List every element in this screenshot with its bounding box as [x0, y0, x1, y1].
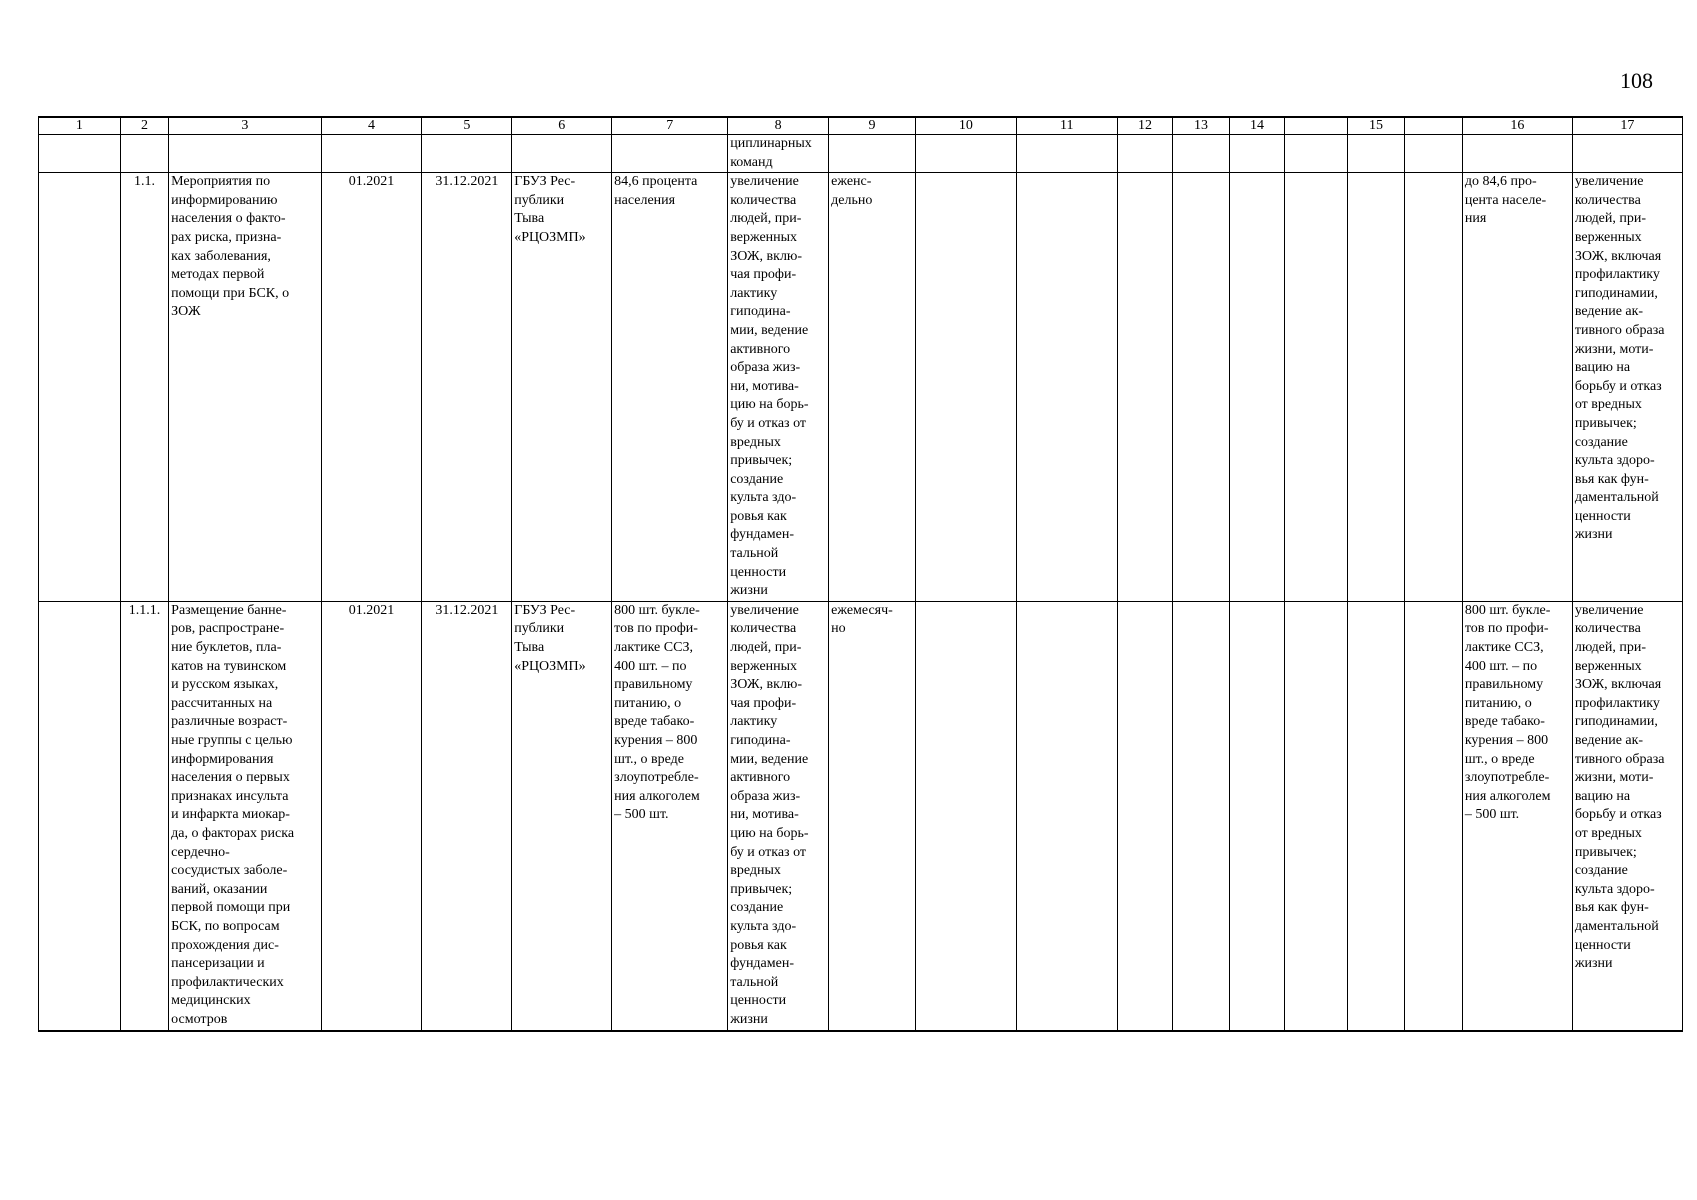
table-cell — [1285, 135, 1348, 173]
header-cell: 2 — [120, 117, 168, 135]
header-cell: 9 — [829, 117, 916, 135]
table-cell — [1016, 173, 1117, 602]
table-cell — [1016, 135, 1117, 173]
header-cell: 14 — [1229, 117, 1285, 135]
header-cell: 12 — [1117, 117, 1173, 135]
table-cell — [1016, 601, 1117, 1030]
header-cell: 6 — [512, 117, 612, 135]
table-cell — [1405, 173, 1463, 602]
item-number-cell — [39, 173, 121, 602]
table-cell — [321, 135, 422, 173]
header-cell: 7 — [612, 117, 728, 135]
start-date-cell: 01.2021 — [321, 601, 422, 1030]
effect-cell: увеличение количества людей, при- верженных ЗОЖ, вклю- чая профи- лактику гиподина- мии, ведение активного образа жиз- ни, мотива- цию на борь- бу и отказ от вредных привычек; создание культа здо- ровья как фундамен- тальной ценности жизни — [728, 601, 829, 1030]
table-row — [39, 173, 1683, 602]
item-number-cell: 1.1.1. — [120, 601, 168, 1030]
periodicity-cell: еженс- дельно — [829, 173, 916, 602]
target-cell: 800 шт. букле- тов по профи- лактике ССЗ, 400 шт. – по правильному питанию, о вреде табако- курения – 800 шт., о вреде злоупотребле- ния алкоголем – 500 шт. — [1462, 601, 1572, 1030]
header-cell: 1 — [39, 117, 121, 135]
plan-table — [38, 116, 1683, 1032]
header-cell — [1405, 117, 1463, 135]
table-cell — [1173, 135, 1230, 173]
table-cell — [1117, 173, 1173, 602]
continuation-row — [39, 135, 1683, 173]
activity-name-cell: Размещение банне- ров, распростране- ние буклетов, пла- катов на тувинском и русском языках, рассчитанных на различные возраст- ные группы с целью информирования населения о первых признаках инсульта и инфаркта миокар- да, о факторах риска сердечно- сосудистых заболе- ваний, оказании первой помощи при БСК, по вопросам прохождения дис- пансеризации и профилактических медицинских осмотров — [169, 601, 321, 1030]
table-cell — [1229, 135, 1285, 173]
table-cell — [612, 135, 728, 173]
effect-cell: увеличение количества людей, при- верженных ЗОЖ, вклю- чая профи- лактику гиподина- мии, ведение активного образа жиз- ни, мотива- цию на борь- бу и отказ от вредных привычек; создание культа здо- ровья как фундамен- тальной ценности жизни — [728, 173, 829, 602]
header-cell: 3 — [169, 117, 321, 135]
end-date-cell: 31.12.2021 — [422, 173, 512, 602]
activity-name-cell: Мероприятия по информированию населения о факто- рах риска, призна- ках заболевания, методах первой помощи при БСК, о ЗОЖ — [169, 173, 321, 602]
table-cell — [915, 135, 1016, 173]
start-date-cell: 01.2021 — [321, 173, 422, 602]
table-cell — [1285, 601, 1348, 1030]
periodicity-cell: ежемесяч- но — [829, 601, 916, 1030]
result-cell: увеличение количества людей, при- верженных ЗОЖ, включая профилактику гиподинамии, ведение ак- тивного образа жизни, моти- вацию на борьбу и отказ от вредных привычек; создание культа здоро- вья как фун- даментальной ценности жизни — [1572, 601, 1682, 1030]
end-date-cell: 31.12.2021 — [422, 601, 512, 1030]
table-cell — [1173, 173, 1230, 602]
header-cell — [1285, 117, 1348, 135]
table-cell — [1462, 135, 1572, 173]
result-cell: увеличение количества людей, при- верженных ЗОЖ, включая профилактику гиподинамии, ведение ак- тивного образа жизни, моти- вацию на борьбу и отказ от вредных привычек; создание культа здоро- вья как фун- даментальной ценности жизни — [1572, 173, 1682, 602]
header-cell: 10 — [915, 117, 1016, 135]
table-cell — [1117, 601, 1173, 1030]
table-cell — [1229, 173, 1285, 602]
header-cell: 13 — [1173, 117, 1230, 135]
responsible-cell: ГБУЗ Рес- публики Тыва «РЦОЗМП» — [512, 601, 612, 1030]
table-cell — [829, 135, 916, 173]
table-cell — [1572, 135, 1682, 173]
responsible-cell: ГБУЗ Рес- публики Тыва «РЦОЗМП» — [512, 173, 612, 602]
indicator-cell: 84,6 процента населения — [612, 173, 728, 602]
table-cell — [1347, 135, 1405, 173]
table-cell — [915, 601, 1016, 1030]
header-cell: 17 — [1572, 117, 1682, 135]
table-cell — [39, 135, 121, 173]
table-cell — [1405, 601, 1463, 1030]
table-cell — [1347, 173, 1405, 602]
header-cell: 8 — [728, 117, 829, 135]
item-number-cell: 1.1. — [120, 173, 168, 602]
table-cell — [1117, 135, 1173, 173]
table-cell — [39, 601, 121, 1030]
page-number: 108 — [1620, 68, 1653, 93]
header-cell: 11 — [1016, 117, 1117, 135]
table-cell — [1347, 601, 1405, 1030]
table-cell — [512, 135, 612, 173]
table-cell — [1229, 601, 1285, 1030]
indicator-cell: 800 шт. букле- тов по профи- лактике ССЗ, 400 шт. – по правильному питанию, о вреде табако- курения – 800 шт., о вреде злоупотребле- ния алкоголем – 500 шт. — [612, 601, 728, 1030]
header-row — [39, 117, 1683, 135]
table-cell — [1173, 601, 1230, 1030]
table-cell — [1405, 135, 1463, 173]
table-cell — [169, 135, 321, 173]
table-row — [39, 601, 1683, 1030]
table-cell — [915, 173, 1016, 602]
header-cell: 15 — [1347, 117, 1405, 135]
header-cell: 5 — [422, 117, 512, 135]
target-cell: до 84,6 про- цента населе- ния — [1462, 173, 1572, 602]
effect-cell: циплинарных команд — [728, 135, 829, 173]
header-cell: 4 — [321, 117, 422, 135]
table-cell — [120, 135, 168, 173]
header-cell: 16 — [1462, 117, 1572, 135]
table-cell — [422, 135, 512, 173]
table-cell — [1285, 173, 1348, 602]
